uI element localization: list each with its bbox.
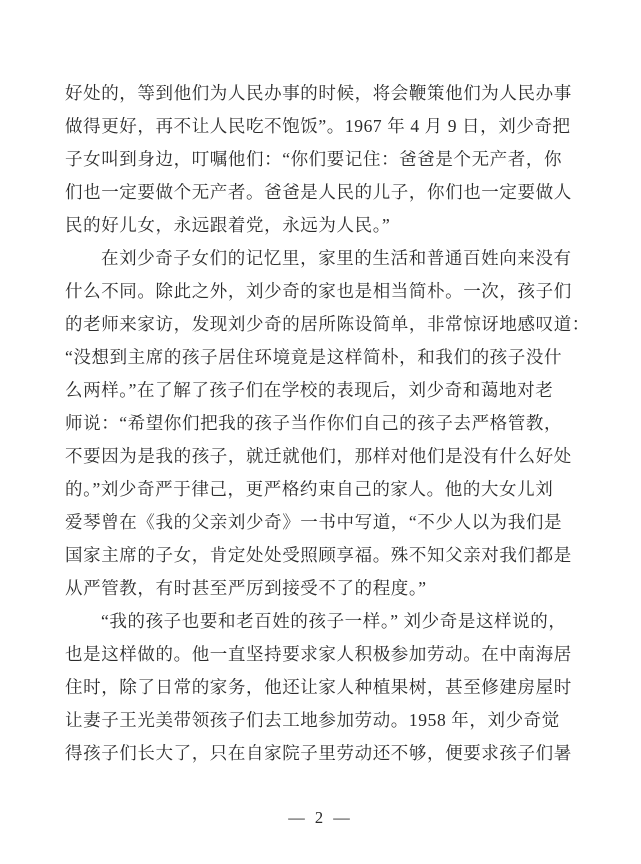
- text-line: 好处的，等到他们为人民办事的时候，将会鞭策他们为人民办事: [65, 83, 572, 103]
- text-line: 得孩子们长大了，只在自家院子里劳动还不够，便要求孩子们暑: [65, 743, 572, 763]
- text-line: 么两样。”在了解了孩子们在学校的表现后，刘少奇和蔼地对老: [65, 380, 554, 400]
- paragraph: [65, 242, 590, 605]
- text-line: 做得更好，再不让人民吃不饱饭”。1967 年 4 月 9 日，刘少奇把: [65, 116, 571, 136]
- text-line: 的老师来家访，发现刘少奇的居所陈设简单，非常惊讶地感叹道：: [65, 314, 590, 334]
- text-line: 也是这样做的。他一直坚持要求家人积极参加劳动。在中南海居: [65, 644, 572, 664]
- text-line: 不要因为是我的孩子，就迁就他们，那样对他们是没有什么好处: [65, 446, 572, 466]
- paragraph: [65, 605, 579, 770]
- text-line: 民的好儿女，永远跟着党，永远为人民。”: [65, 215, 391, 235]
- text-line: 让妻子王光美带领孩子们去工地参加劳动。1958 年，刘少奇觉: [65, 710, 560, 730]
- text-line: 什么不同。除此之外，刘少奇的家也是相当简朴。一次，孩子们: [65, 281, 572, 301]
- text-line: 子女叫到身边，叮嘱他们：“你们要记住：爸爸是个无产者，你: [65, 149, 563, 169]
- text-line: 在刘少奇子女们的记忆里，家里的生活和普通百姓向来没有: [101, 248, 572, 268]
- text-line: “我的孩子也要和老百姓的孩子一样。” 刘少奇是这样说的，: [101, 611, 567, 631]
- text-line: 师说：“希望你们把我的孩子当作你们自己的孩子去严格管教，: [65, 413, 563, 433]
- text-line: 住时，除了日常的家务，他还让家人种植果树，甚至修建房屋时: [65, 677, 572, 697]
- text-line: 们也一定要做个无产者。爸爸是人民的儿子，你们也一定要做人: [65, 182, 572, 202]
- text-line: “没想到主席的孩子居住环境竟是这样简朴，和我们的孩子没什: [65, 347, 563, 367]
- text-line: 爱琴曾在《我的父亲刘少奇》一书中写道，“不少人以为我们是: [65, 512, 563, 532]
- text-line: 国家主席的子女，肯定处处受照顾享福。殊不知父亲对我们都是: [65, 545, 572, 565]
- page-number: — 2 —: [288, 808, 353, 827]
- text-line: 从严管教，有时甚至严厉到接受不了的程度。”: [65, 578, 427, 598]
- paragraph: [65, 77, 579, 242]
- document-body: [65, 77, 590, 770]
- text-line: 的。”刘少奇严于律己，更严格约束自己的家人。他的大女儿刘: [65, 479, 554, 499]
- page-footer: [0, 806, 641, 830]
